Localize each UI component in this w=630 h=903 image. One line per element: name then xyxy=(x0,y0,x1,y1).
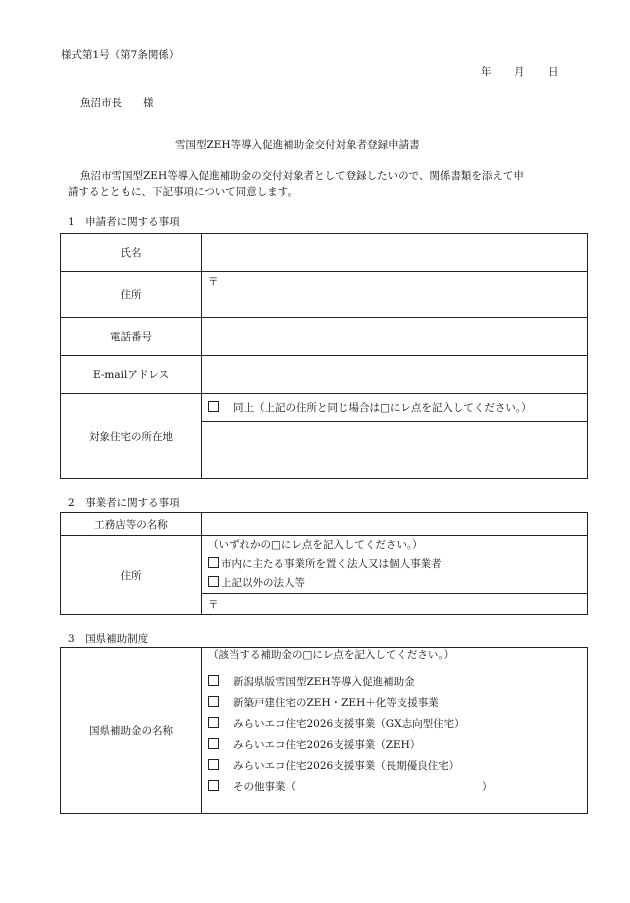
postal-mark: 〒 xyxy=(208,276,219,288)
email-label: E-mailアドレス xyxy=(61,356,202,394)
checkbox-icon[interactable] xyxy=(208,759,219,770)
contractor-option-1[interactable]: 市内に主たる事業所を置く法人又は個人事業者 xyxy=(208,555,581,574)
checkbox-icon[interactable] xyxy=(208,557,219,568)
intro-line-2: 請するとともに、下記事項について同意します。 xyxy=(68,186,298,198)
house-location-label: 対象住宅の所在地 xyxy=(61,394,202,479)
company-field[interactable] xyxy=(202,513,588,536)
company-label: 工務店等の名称 xyxy=(61,513,202,536)
contractor-address-field[interactable] xyxy=(202,594,588,615)
section2-heading: 2 事業者に関する事項 xyxy=(68,497,180,509)
section3-heading: 3 国県補助制度 xyxy=(68,633,149,645)
contractor-address-label: 住所 xyxy=(61,536,202,615)
checkbox-icon[interactable] xyxy=(208,675,219,686)
checkbox-icon[interactable] xyxy=(208,780,219,791)
checkbox-icon[interactable] xyxy=(208,576,219,587)
contractor-options xyxy=(202,536,588,594)
subsidy-instruction: （該当する補助金の□にレ点を記入してください。） xyxy=(208,649,455,661)
other-close-paren: ） xyxy=(482,781,493,793)
address-field[interactable] xyxy=(202,272,588,318)
house-location-field[interactable] xyxy=(202,422,588,479)
subsidy-options xyxy=(202,648,588,814)
checkbox-icon[interactable] xyxy=(208,717,219,728)
name-field[interactable] xyxy=(202,234,588,272)
phone-label: 電話番号 xyxy=(61,318,202,356)
date-year: 年 xyxy=(481,66,492,78)
subsidy-option-2[interactable]: 新築戸建住宅のZEH・ZEH＋化等支援事業 xyxy=(208,693,581,714)
email-field[interactable] xyxy=(202,356,588,394)
phone-field[interactable] xyxy=(202,318,588,356)
date-month: 月 xyxy=(514,66,525,78)
subsidy-table xyxy=(60,647,588,814)
name-label: 氏名 xyxy=(61,234,202,272)
subsidy-label: 国県補助金の名称 xyxy=(61,648,202,814)
address-label: 住所 xyxy=(61,272,202,318)
document-title: 雪国型ZEH等導入促進補助金交付対象者登録申請書 xyxy=(175,139,420,151)
subsidy-option-3[interactable]: みらいエコ住宅2026支援事業（GX志向型住宅） xyxy=(208,714,581,735)
section1-heading: 1 申請者に関する事項 xyxy=(68,216,180,228)
date-day: 日 xyxy=(548,66,559,78)
contractor-option-2[interactable]: 上記以外の法人等 xyxy=(208,574,581,593)
contractor-instruction: （いずれかの□にレ点を記入してください。） xyxy=(208,539,423,551)
postal-mark: 〒 xyxy=(208,598,219,611)
contractor-table xyxy=(60,512,588,615)
subsidy-option-1[interactable]: 新潟県版雪国型ZEH等導入促進補助金 xyxy=(208,672,581,693)
subsidy-option-other[interactable]: その他事業（ ） xyxy=(208,777,581,798)
same-as-above-row[interactable] xyxy=(202,394,588,422)
checkbox-icon[interactable] xyxy=(208,738,219,749)
checkbox-icon[interactable] xyxy=(208,696,219,707)
same-as-above-text: 同上（上記の住所と同じ場合は□にレ点を記入してください。） xyxy=(233,402,532,414)
subsidy-option-4[interactable]: みらいエコ住宅2026支援事業（ZEH） xyxy=(208,735,581,756)
subsidy-option-5[interactable]: みらいエコ住宅2026支援事業（長期優良住宅） xyxy=(208,756,581,777)
intro-line-1: 魚沼市雪国型ZEH等導入促進補助金の交付対象者として登録したいので、関係書類を添えて申 xyxy=(80,170,524,182)
checkbox-icon[interactable] xyxy=(208,401,219,412)
form-number: 様式第1号（第7条関係） xyxy=(61,49,180,61)
addressee: 魚沼市長 様 xyxy=(80,97,154,109)
applicant-table xyxy=(60,233,588,479)
